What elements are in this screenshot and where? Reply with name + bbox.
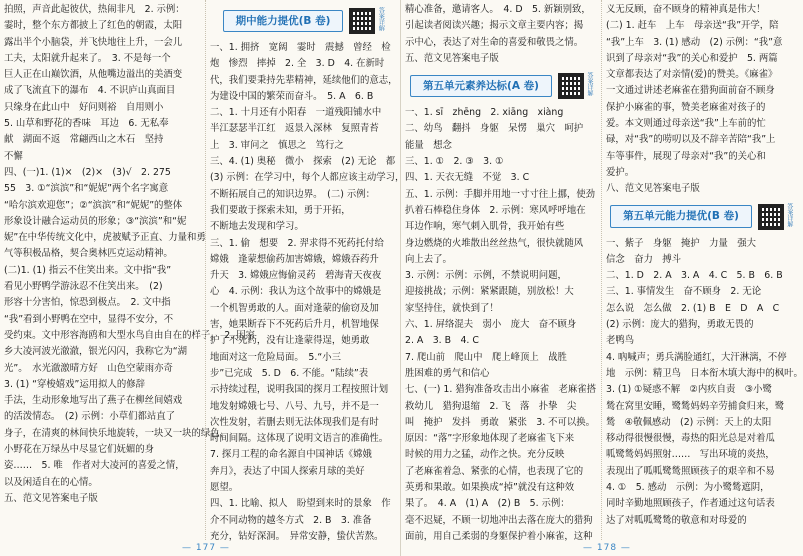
section-header-unit5-b	[606, 200, 797, 234]
answer-line: 扒着石棒稳住身体 2. 示例：寒风呼呼地在	[405, 204, 586, 216]
answer-line: 能量 想念	[405, 139, 452, 151]
answer-line: 同时辛勤地照顾孩子，作者通过这句话表	[606, 498, 775, 510]
answer-line: 面前，用自己柔弱的身躯保护着小麻雀，这种	[405, 530, 593, 542]
answer-line: 三、4. (1) 奥秘 微小 探索 (2) 无论 都	[210, 156, 396, 168]
answer-line: 代，我们要秉持先辈精神，延续他们的意志，	[210, 74, 398, 86]
answer-line: 的活泼情态。 (2) 示例：小草们都站直了	[4, 411, 175, 423]
prev-answers-continued	[405, 2, 598, 67]
answer-line: 巨人正在山巅饮酒，从他嘴边溢出的美酒变	[4, 69, 183, 81]
answer-line: 看见小野鸭学游泳忍不住笑出来。 (2)	[4, 281, 163, 293]
answer-line: 耳边作响，寒气刺入肌骨，我开始有些	[405, 221, 565, 233]
answer-line: 移动得很慢很慢，毒热的阳光总是对着瓜	[606, 433, 775, 445]
section-title: 第五单元素养达标(A 卷)	[410, 75, 552, 97]
midterm-answers	[210, 40, 405, 545]
answer-line: 了老麻雀着急、紧张的心情，也表现了它的	[405, 465, 584, 477]
answer-line: 三、1. 事情发生 奋不顾身 2. 无论	[606, 286, 762, 298]
page-number: — 178 —	[583, 543, 631, 553]
answer-line: 姿…… 5. 唯 作者对大凌河的喜爱之情，	[4, 460, 185, 472]
answer-line: 英勇和果敢。如果换成“掉”就没有这种效	[405, 482, 575, 494]
answer-line: 地发射嫦娥七号、八号、九号，并不是一	[210, 400, 379, 412]
answer-line: 二、幼鸟 翻抖 身躯 呆愣 巢穴 呵护	[405, 123, 584, 135]
answer-line: 示持续过程，说明我国的探月工程按照计划	[210, 384, 389, 396]
right-page	[400, 0, 803, 556]
answer-line: 义无反顾，奋不顾身的精神真是伟大！	[606, 4, 766, 15]
unit5-a-answers-continued	[606, 2, 797, 198]
answer-line: 露出半个小脑袋，并飞快地往上升，一会儿	[4, 36, 183, 48]
answer-line: 五、范文见答案电子版	[405, 52, 499, 64]
unit5-a-answers	[405, 105, 598, 545]
answer-line: 4. ① 5. 感动 示例：为小鹭鸶遮阴，	[606, 482, 770, 494]
answer-line: (二) 1. 赶车 上车 母亲送“我”开学，陪	[606, 20, 779, 32]
answer-line: 四、1. 天衣无缝 不觉 3. C	[405, 172, 530, 184]
qr-code-icon[interactable]	[558, 73, 584, 99]
answer-line: 嫦娥 逢蒙想偷药加害嫦娥，嫦娥吞药升	[210, 253, 379, 265]
answer-line: 达了对呱呱鹭鸶的敬意和对母爱的	[606, 514, 747, 526]
section-title: 期中能力提优(B 卷)	[223, 10, 344, 32]
answer-line: 我们要敢于探索未知，勇于开拓，	[210, 204, 351, 216]
answer-line: 一、紫子 身躯 掩护 力量 强大	[606, 237, 757, 249]
right-column-2	[601, 0, 803, 540]
answer-line: 表现出了呱呱鹭鸶照顾孩子的艰辛和不易	[606, 465, 775, 477]
answer-line: (2) 示例：庞大的猎狗，勇敢无畏的	[606, 319, 754, 331]
answer-line: “我”看到小野鸭在空中，显得不安分，不	[4, 313, 174, 325]
answer-line: 迎接挑战；示例：紧紧跟随，别放松！大	[405, 286, 574, 298]
answer-line: 五、1. 示例：手脚并用地一寸寸往上挪，使劲	[405, 188, 596, 200]
answer-line: 护了不死药，没有让逢蒙得逞，她勇敢	[210, 335, 370, 347]
answer-line: 3. (1) ①疑惑不解 ②内疚自责 ③小鹭	[606, 384, 772, 396]
answer-line: 小野花在万绿丛中尽显它们妩媚的身	[4, 444, 155, 456]
answer-line: 爱。本文则通过母亲送“我”上车前的忙	[606, 118, 766, 130]
answer-line: 五、范文见答案电子版	[4, 492, 98, 504]
answer-line: (二)1. (1) 指云不住笑出来。文中指“我”	[4, 264, 172, 276]
answer-line: “哈尔滨欢迎您”；②“滨滨”和“妮妮”的整体	[4, 199, 183, 211]
answer-line: 识到了母亲对“我”的关心和爱护 5. 两篇	[606, 52, 778, 64]
answer-line: 爱护。	[606, 166, 635, 178]
answer-line: 碌，对“我”的唠叨以及不辞辛苦陪“我”上	[606, 134, 776, 146]
answer-line: 一个机智勇敢的人。面对逢蒙的偷窃及加	[210, 302, 379, 314]
answer-line: 上 3. 审问之 慎思之 笃行之	[210, 139, 344, 151]
answer-line: 一文通过讲述老麻雀在猎狗面前奋不顾身	[606, 85, 775, 97]
answer-line: 成了飞流直下的瀑布 4. 不识庐山真面目	[4, 85, 176, 97]
answer-line: 一、1. 拥挤 宽阔 霎时 震撼 曾经 检	[210, 42, 391, 53]
answer-line: 鸶在窝里安睡，鹭鸶妈妈辛劳捕食归来，鹭	[606, 400, 785, 412]
answer-line: 果了。 4. A (1) A (2) B 5. 示例：	[405, 498, 570, 510]
answer-line: 7. 探月工程的命名源自中国神话《嫦娥	[210, 449, 372, 461]
answer-line: 保护小麻雀的事，赞美老麻雀对孩子的	[606, 101, 766, 113]
answer-line: 次性发射，若删去则无法体现我们是有时	[210, 416, 379, 428]
answer-line: 形容十分害怕，惊恐到极点。 2. 文中指	[4, 297, 171, 309]
page-number: — 177 —	[182, 543, 230, 553]
answer-line: 八、范文见答案电子版	[606, 183, 700, 195]
answer-line: 半江瑟瑟半江红 返景入深林 复照青苔	[210, 123, 379, 135]
answer-line: 呱鹭鸶妈妈照射…… 写出环境的炎热，	[606, 449, 775, 461]
answer-line: 为建设中国的繁荣而奋斗。 5. A 6. B	[210, 90, 374, 102]
answer-line: 升天 3. 嫦娥应悔偷灵药 碧海青天夜夜	[210, 270, 382, 282]
section-title: 第五单元能力提优(B 卷)	[610, 205, 752, 227]
answer-line: 妮”在中华传统文化中，虎被赋予正直、力量和勇	[4, 232, 206, 244]
answer-line: 乡大凌河波光澈澈，银光闪闪，我称它为“湖	[4, 346, 187, 358]
answer-line: 不懈	[4, 150, 23, 162]
answer-line: 四、(一)1. (1)× (2)× (3)√ 2. 275	[4, 166, 171, 178]
answer-line: 身边燃烧的火堆散出丝丝热气，很快就随风	[405, 237, 584, 249]
answer-line: 介不同动物的越冬方式 2. B 3. 准备	[210, 514, 372, 526]
answer-line: 时间间隔。这体现了说明文语言的准确性。	[210, 433, 389, 445]
right-column-1	[401, 0, 601, 540]
answer-line: 二、1. 十月还有小阳春 一道残阳铺水中	[210, 107, 382, 119]
answer-line: 毫不迟疑，不顾一切地冲出去落在庞大的猎狗	[405, 514, 593, 526]
answer-line: 怎么说 怎么做 2. (1) B E D A C	[606, 302, 780, 314]
section-header-unit5-a	[405, 69, 598, 103]
answer-line: 奔月》，表达了中国人探索月球的美好	[210, 465, 365, 477]
answer-line: 气等积极品格，契合奥林匹克运动精神。	[4, 248, 173, 260]
answer-line: 拍照，声音此起彼伏，热闹非凡 2. 示例：	[4, 4, 185, 15]
answer-line: 献 湖面不返 常翩西山之木石 坚持	[4, 134, 164, 146]
qr-code-icon[interactable]	[349, 8, 375, 34]
answer-line: 老鸭鸟	[606, 335, 635, 347]
answer-line: 四、1. 比喻、拟人 盼望到来时的景象 作	[210, 498, 391, 510]
answer-line: 2. A 3. B 4. C	[405, 335, 479, 347]
answer-line: 文章都表达了对亲情(爱)的赞美。《麻雀》	[606, 69, 778, 81]
answer-line: (3) 示例：在学习中，每个人都应该主动学习，	[210, 172, 405, 184]
answer-line: 4. 吶喊声；勇兵满脸通红，大汗淋漓，不停	[606, 351, 787, 363]
unit5-b-answers	[606, 236, 803, 529]
answer-line: 害，她果断吞下不死药后升月，机智地保	[210, 319, 379, 331]
qr-caption: 答案详解	[377, 7, 385, 31]
answer-line: 三、1. 偷 想要 2. 羿求得不死药托付给	[210, 237, 384, 249]
answer-line: 示中心，表达了对生命的喜爱和敬畏之情。	[405, 36, 584, 48]
answer-line: 精心准备，邀请客人。 4. D 5. 新颖别致，	[405, 4, 591, 15]
answer-line: 叫 掩护 发抖 勇敢 紧张 3. 不可以换。	[405, 416, 596, 428]
answer-line: 以及闲适自在的心情。	[4, 476, 98, 488]
answer-line: 三、1. ① 2. ③ 3. ①	[405, 156, 504, 168]
answer-line: 车等事件，展现了母亲对“我”的关心和	[606, 150, 766, 162]
answer-line: 步”已完成 5. D 6. 不能。“陆续”表	[210, 367, 369, 379]
answer-line: 3. (1) “穿梭嬉戏”运用拟人的修辞	[4, 378, 146, 390]
answer-line: 不断地去发现和学习。	[210, 221, 304, 233]
answer-line: 55 3. ①“滨滨”和“妮妮”两个名字寓意	[4, 183, 169, 195]
answer-line: 时候的用力之猛，动作之快。充分反映	[405, 449, 565, 461]
answer-line: 信念 奋力 搏斗	[606, 253, 682, 265]
answer-line: 向上去了。	[405, 253, 452, 265]
answer-line: 不断拓展自己的知识边界。 (二) 示例：	[210, 188, 375, 200]
answer-line: 地面对这一危险局面。 5.“小三	[210, 351, 341, 363]
answer-line: 愿望。	[210, 482, 239, 494]
answer-line: 充分，钻好深洞。 异常安静，蛰伏苦熬。	[210, 530, 384, 542]
answer-line: 形象设计融合运动员的形象；③“滨滨”和“妮	[4, 215, 187, 227]
answer-line: 胜困难的勇气和信心	[405, 367, 490, 379]
answer-line: 救幼儿 猎狗退缩 2. 飞 落 扑挚 尖	[405, 400, 577, 412]
answer-line: 家坚持住，就快到了！	[405, 302, 499, 314]
answer-line: 鸶 ④敬佩感动 (2) 示例：天上的太阳	[606, 416, 772, 428]
answer-line: 引起读者阅读兴趣；揭示文章主要内容；揭	[405, 20, 584, 32]
answer-line: 心 4. 示例：我认为这个故事中的嫦娥是	[210, 286, 382, 298]
left-column-2	[205, 0, 405, 542]
answer-line: 霎时，整个东方都披上了红色的朝霞，太阳	[4, 20, 183, 32]
answer-line: “我”上车 3. (1) 感动 (2) 示例：“我”意	[606, 36, 783, 48]
answer-line: 只缘身在此山中 好问则裕 自用则小	[4, 101, 164, 113]
qr-caption: 答案详解	[585, 72, 593, 97]
answer-line: 7. 爬山前 爬山中 爬上峰顶上 战胜	[405, 351, 567, 363]
answer-line: 一、1. sī zhēng 2. xiāng xiàng	[405, 107, 564, 119]
answer-line: 原因：“落”字形象地体现了老麻雀飞下来	[405, 433, 575, 445]
qr-caption: 答案详解	[785, 202, 793, 227]
answer-line: 3. 示例：示例：示例，不禁说明问题，	[405, 270, 567, 282]
section-header-midterm	[210, 4, 397, 38]
answer-line: 5. 山草和野花的香味 耳边 6. 无私奉	[4, 118, 169, 130]
answer-line: 地 示例：精卫鸟 日本衔木填大海中的枫叶。	[606, 367, 803, 379]
answer-line: 手法，生动形象地写出了燕子在柳丝间嬉戏	[4, 395, 183, 407]
answer-line: 炮 惨烈 摔掉 2. 全 3. D 4. 在新时	[210, 58, 385, 70]
answer-line: 工夫，太阳就升起来了。 3. 不是每一个	[4, 52, 171, 64]
answer-line: 受约束。文中形容海鸥和大型水鸟自由自在的样子。 2. 因家	[4, 329, 255, 341]
answer-line: 二、1. D 2. A 3. A 4. C 5. B 6. B	[606, 270, 783, 282]
answer-line: 身子，在清爽的林间快乐地旋转，一块又一块的绿色，	[4, 427, 230, 439]
answer-line: 六、1. 屏络混夫 弱小 庞大 奋不顾身	[405, 319, 577, 331]
answer-line: 七、(一) 1. 猎狗准备攻击出小麻雀 老麻雀搭	[405, 384, 596, 396]
qr-code-icon[interactable]	[758, 204, 784, 230]
answer-line: 光”。 水光澈激晴方好 山色空蒙雨亦奇	[4, 362, 173, 374]
